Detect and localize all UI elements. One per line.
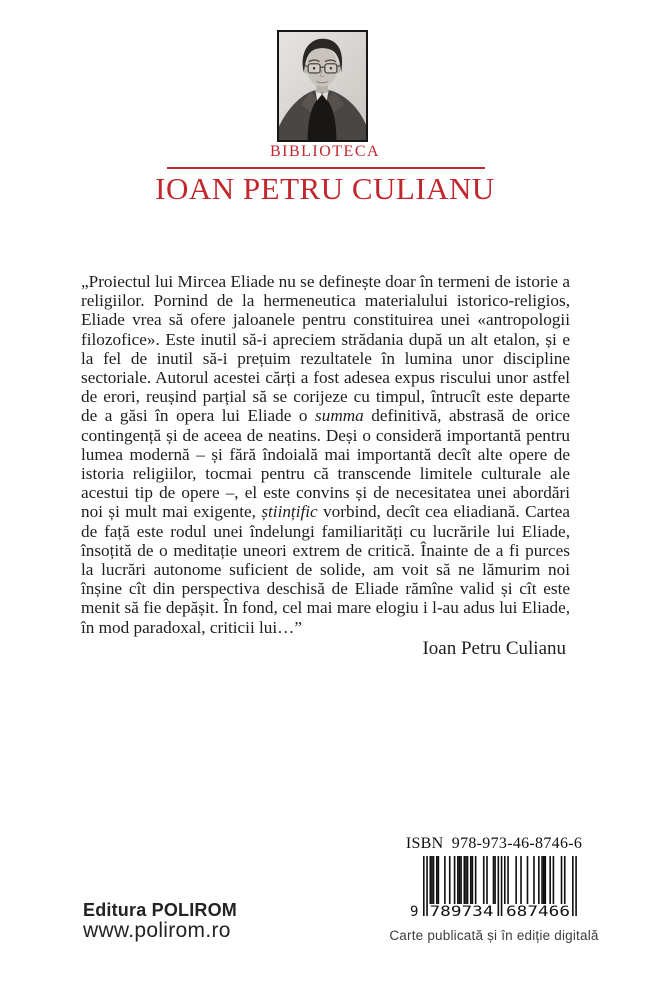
title-rule bbox=[167, 167, 485, 169]
author-photo bbox=[277, 30, 368, 142]
isbn-block bbox=[387, 835, 601, 943]
svg-text:9: 9 bbox=[410, 904, 419, 918]
quote-attribution: Ioan Petru Culianu bbox=[422, 637, 566, 659]
ean13-barcode bbox=[387, 856, 601, 918]
isbn-number: ISBN 978-973-46-8746-6 bbox=[405, 835, 583, 852]
series-label: BIBLIOTECA bbox=[269, 143, 381, 160]
quote-italic-stiintific: științific bbox=[261, 502, 318, 522]
svg-text:789734: 789734 bbox=[429, 904, 494, 918]
svg-text:687466: 687466 bbox=[506, 904, 570, 918]
author-portrait-image bbox=[279, 32, 366, 140]
quote-text bbox=[81, 272, 570, 637]
author-title: IOAN PETRU CULIANU bbox=[155, 171, 495, 206]
quote-part-3: vorbind, decît cea eliadiană. Cartea de față este rodul unei îndelungi familiarități cu lucrările lui Eliade, însoțită de o meditație uneori extrem de critică. Înainte de a fi purces la lucrări autonome suficient de solide, am voit să ne lămurim noi înșine cît din perspectiva deschisă de Eliade rămîne valid și cît este menit să fie depășit. În fond, cel mai mare elogiu i l-au adus lui Eliade, în mod paradoxal, criticii lui…” bbox=[81, 502, 570, 637]
quote-part-2: definitivă, abstrasă de orice contingență și de aceea de neatins. Deși o consideră importantă pentru lumea modernă – și fără îndoială mai importantă decît alte opere de istoria religiilor, tocmai pentru că transcende limitele culturale ale acestui tip de opere –, el este convins și de necesitatea unei abordări noi și mult mai exigente, bbox=[81, 406, 570, 522]
back-cover-quote bbox=[81, 272, 570, 659]
publisher-block bbox=[83, 901, 237, 941]
publisher-name: Editura POLIROM bbox=[83, 900, 238, 920]
quote-part-1: „Proiectul lui Mircea Eliade nu se definește doar în termeni de istorie a religiilor. Pornind de la hermeneutica materialului istorico-religios, Eliade vrea să ofere jaloanele pentru constituirea unei «antropologii filozofice». Este inutil să-i apreciem strădania după un alt etalon, și e la fel de inutil să-i prețuim rezultatele în lumina unor discipline sectoriale. Autorul acestei cărți a fost adesea expus riscului unor astfel de erori, reușind parțial să se corijeze cu timpul, întrucît este departe de a găsi în opera lui Eliade o bbox=[81, 272, 570, 426]
publisher-website: www.polirom.ro bbox=[83, 919, 231, 942]
quote-italic-summa: summa bbox=[315, 406, 364, 426]
digital-edition-note: Carte publicată și în ediție digitală bbox=[389, 928, 599, 943]
